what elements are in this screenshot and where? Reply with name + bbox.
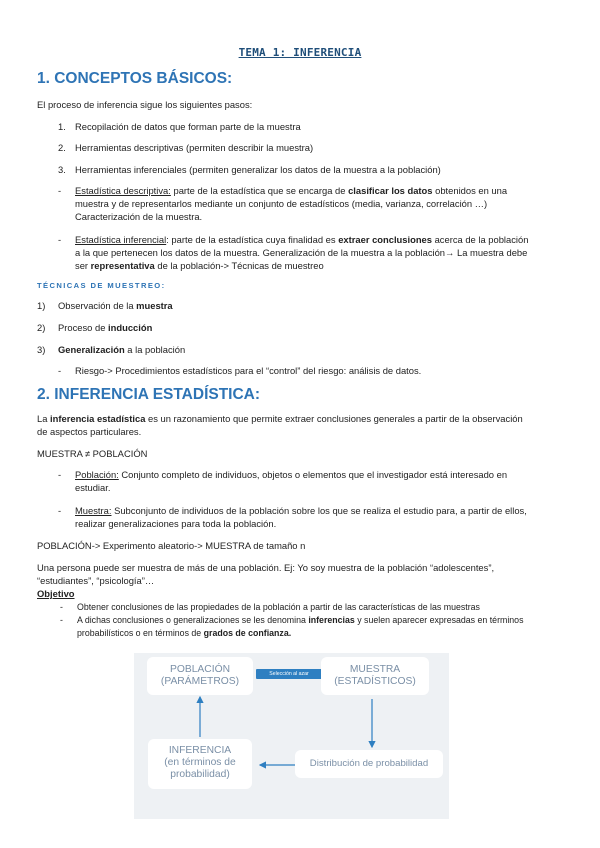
muestra-neq-poblacion: MUESTRA ≠ POBLACIÓN <box>37 448 148 459</box>
section-1-heading: 1. CONCEPTOS BÁSICOS: <box>37 70 233 87</box>
poblacion-line-1 <box>75 468 507 481</box>
tecnica-bold: inducción <box>108 322 153 333</box>
bullet-dash: - <box>58 185 62 196</box>
tecnica-text: Proceso de <box>58 322 109 333</box>
objetivo-item-1: Obtener conclusiones de las propiedades de la población a partir de las características de las muestras <box>77 602 480 612</box>
poblacion-line-2: estudiar. <box>75 482 111 493</box>
inferencial-l3-start: ser <box>75 260 91 271</box>
obj2-bold: inferencias <box>308 615 355 625</box>
step-text: Herramientas descriptivas (permiten describir la muestra) <box>75 142 314 153</box>
obj2d-bold: grados de confianza. <box>203 628 292 638</box>
inferencial-text: : parte de la estadística cuya finalidad es <box>166 234 339 245</box>
document-title: TEMA 1: INFERENCIA <box>238 46 362 59</box>
tecnica-bold: Generalización <box>58 344 125 355</box>
obj2-start: A dichas conclusiones o generalizaciones se les denomina <box>77 615 309 625</box>
def-end: es un razonamiento que permite extraer conclusiones generales a partir de la observación <box>145 413 523 424</box>
poblacion-def: Conjunto completo de individuos, objetos o elementos que el investigador está interesado en <box>118 469 508 480</box>
descriptiva-line-2: muestra y de representarlos mediante un conjunto de estadísticos (media, varianza, correlación …) <box>75 198 488 209</box>
distribucion-box-label: Distribución de probabilidad <box>309 758 429 769</box>
descriptiva-line-3: Caracterización de la muestra. <box>75 211 203 222</box>
riesgo-text: Riesgo-> Procedimientos estadísticos para el “control” del riesgo: análisis de datos. <box>75 365 422 376</box>
inferencial-line-1 <box>75 233 528 246</box>
inferencial-bold: extraer conclusiones <box>338 234 432 245</box>
bullet-dash: - <box>58 365 62 376</box>
muestra-box-line-2: (ESTADÍSTICOS) <box>334 676 416 687</box>
tecnica-number: 1) <box>37 300 46 311</box>
bullet-dash: - <box>58 469 62 480</box>
muestra-def: Subconjunto de individuos de la población sobre los que se realiza el estudio para, a partir de ellos, <box>111 505 527 516</box>
flow-text: POBLACIÓN-> Experimento aleatorio-> MUESTRA de tamaño n <box>37 540 306 551</box>
poblacion-term: Población: <box>75 469 119 480</box>
step-text: Herramientas inferenciales (permiten generalizar los datos de la muestra a la población) <box>75 164 441 175</box>
bullet-dash: - <box>60 615 63 625</box>
inferencia-box-line-3: probabilidad) <box>170 769 230 780</box>
descriptiva-term: Estadística descriptiva: <box>75 185 171 196</box>
intro-text: El proceso de inferencia sigue los siguientes pasos: <box>37 99 253 110</box>
distribucion-box <box>295 750 443 778</box>
muestra-term: Muestra: <box>75 505 112 516</box>
poblacion-box <box>147 657 253 695</box>
inferencial-term: Estadística inferencial <box>75 234 167 245</box>
inferencia-box-line-2: (en términos de <box>164 757 236 768</box>
poblacion-box-line-2: (PARÁMETROS) <box>160 676 240 687</box>
step-text: Recopilación de datos que forman parte de la muestra <box>75 121 301 132</box>
bullet-dash: - <box>58 505 62 516</box>
tecnicas-heading: TÉCNICAS DE MUESTREO: <box>37 281 166 290</box>
inferencia-box <box>148 739 252 789</box>
seleccion-al-azar-label: Selección al azar <box>256 669 322 679</box>
obj2d-start: probabilísticos o en términos de <box>77 628 204 638</box>
tecnica-number: 2) <box>37 322 46 333</box>
bullet-dash: - <box>58 234 62 245</box>
inferencial-line-3 <box>75 259 324 272</box>
example-line-2: “estudiantes”, “psicología”… <box>37 575 155 586</box>
def-bold: inferencia estadística <box>50 413 146 424</box>
tecnica-number: 3) <box>37 344 46 355</box>
descriptiva-text-end: obtenidos en una <box>432 185 508 196</box>
obj2-end: y suelen aparecer expresadas en términos <box>354 615 524 625</box>
inferencia-def-line-1 <box>37 412 523 425</box>
tecnica-text: Observación de la <box>58 300 137 311</box>
example-line-1: Una persona puede ser muestra de más de una población. Ej: Yo soy muestra de la población “adolescentes”, <box>37 562 495 573</box>
inferencia-def-line-2: de aspectos particulares. <box>37 426 142 437</box>
muestra-box <box>321 657 429 695</box>
descriptiva-text: parte de la estadística que se encarga de <box>170 185 349 196</box>
tecnica-item <box>58 299 173 312</box>
def-start: La <box>37 413 51 424</box>
bullet-dash: - <box>60 602 63 612</box>
inferencial-line-2: a la que pertenecen los datos de la muestra. Generalización de la muestra a la población→ La muestra debe <box>75 247 528 258</box>
step-number: 3. <box>58 164 66 175</box>
tecnica-item <box>58 321 152 334</box>
inferencial-l3-bold: representativa <box>90 260 155 271</box>
tecnica-text: a la población <box>124 344 186 355</box>
inference-diagram <box>134 653 449 819</box>
descriptiva-bold: clasificar los datos <box>348 185 433 196</box>
muestra-line-1 <box>75 504 527 517</box>
tecnica-item <box>58 343 185 356</box>
inferencial-text-end: acerca de la población <box>431 234 529 245</box>
poblacion-box-line-1: POBLACIÓN <box>169 664 231 675</box>
muestra-line-2: realizar generalizaciones para toda la población. <box>75 518 277 529</box>
inferencia-box-line-1: INFERENCIA <box>168 745 232 756</box>
tecnica-bold: muestra <box>136 300 173 311</box>
objetivo-item-2-line-2 <box>77 627 291 639</box>
step-number: 2. <box>58 142 66 153</box>
step-number: 1. <box>58 121 66 132</box>
inferencial-l3-end: de la población-> Técnicas de muestreo <box>154 260 324 271</box>
muestra-box-line-1: MUESTRA <box>349 664 401 675</box>
objetivo-item-2-line-1 <box>77 614 523 626</box>
objetivo-heading: Objetivo <box>37 588 75 599</box>
section-2-heading: 2. INFERENCIA ESTADÍSTICA: <box>37 386 261 403</box>
descriptiva-line-1 <box>75 184 507 197</box>
